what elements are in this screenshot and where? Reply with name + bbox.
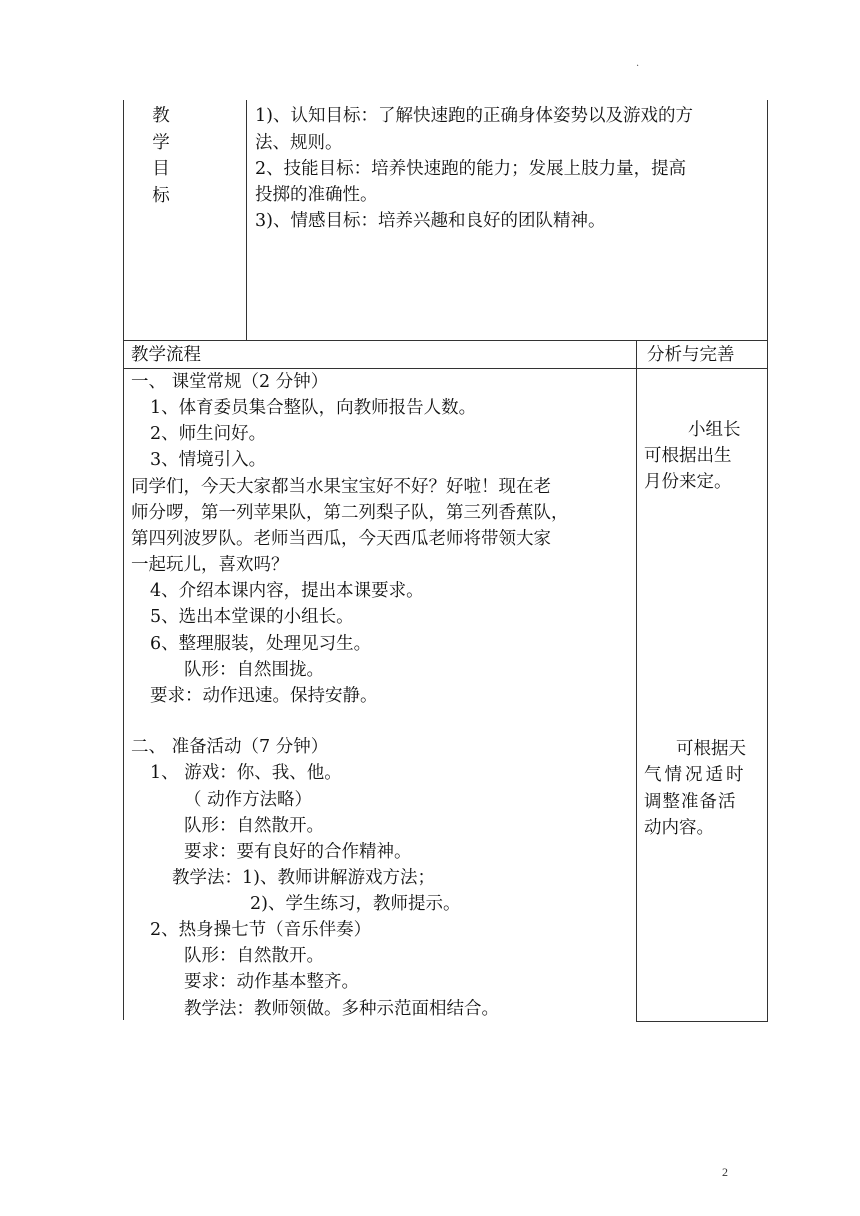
flow-line: 队形：自然围拢。	[184, 660, 324, 680]
objective-line: 3)、情感目标：培养兴趣和良好的团队精神。	[255, 211, 606, 231]
note-line: 可根据出生	[644, 446, 732, 466]
flow-line: 要求：要有良好的合作精神。	[184, 842, 412, 862]
flow-line: 5、选出本堂课的小组长。	[150, 607, 354, 627]
flow-line: （ 动作方法略）	[184, 790, 313, 810]
notes-right-border	[767, 340, 768, 1022]
flow-line: 同学们，今天大家都当水果宝宝好不好？好啦！现在老	[131, 477, 551, 497]
note-line: 月份来定。	[644, 472, 732, 492]
flow-line: 2)、学生练习，教师提示。	[250, 894, 461, 914]
flow-line: 3、情境引入。	[150, 450, 267, 470]
notes-bottom-border	[636, 1021, 768, 1022]
objective-line: 1)、认知目标：了解快速跑的正确身体姿势以及游戏的方	[255, 106, 693, 126]
flow-line: 队形：自然散开。	[184, 946, 324, 966]
flow-line: 2、热身操七节（音乐伴奏）	[150, 920, 372, 940]
flow-line: 第四列波罗队。老师当西瓜，今天西瓜老师将带领大家	[131, 529, 551, 549]
flow-line: 教学法：教师领做。多种示范面相结合。	[184, 999, 499, 1019]
flow-line: 1、体育委员集合整队，向教师报告人数。	[150, 398, 477, 418]
flow-line: 6、整理服装，处理见习生。	[150, 634, 372, 654]
flow-line: 4、介绍本课内容，提出本课要求。	[150, 581, 424, 601]
flow-line: 一起玩儿，喜欢吗？	[131, 555, 289, 575]
objectives-label	[150, 103, 172, 209]
flow-line: 要求：动作基本整齐。	[184, 972, 359, 992]
note-line: 小组长	[688, 420, 741, 440]
objectives-right-border	[767, 100, 768, 340]
flow-line: 1、 游戏：你、我、他。	[150, 763, 342, 783]
note-line: 调整准备活	[644, 792, 737, 812]
note-line: 气情况适时	[644, 765, 747, 785]
flow-line: 教学法：1)、教师讲解游戏方法；	[172, 868, 435, 888]
objectives-label-char: 教	[152, 106, 170, 126]
flow-header-right: 分析与完善	[647, 345, 735, 365]
objectives-label-char: 学	[152, 132, 170, 153]
objectives-label-char: 标	[152, 185, 170, 206]
flow-line: 队形：自然散开。	[184, 816, 324, 836]
note-line: 动内容。	[644, 818, 714, 838]
notes-divider	[636, 340, 637, 1022]
section-heading: 二、 准备活动（7 分钟）	[131, 737, 329, 757]
objective-line: 2、技能目标：培养快速跑的能力；发展上肢力量，提高	[255, 159, 687, 179]
objective-line: 法、规则。	[255, 133, 343, 153]
header-mark: .	[636, 58, 640, 69]
flow-line: 要求：动作迅速。保持安静。	[150, 686, 378, 706]
note-line: 可根据天	[676, 739, 746, 759]
objectives-label-char: 目	[152, 159, 170, 179]
objectives-divider	[246, 100, 247, 340]
page-number: 2	[722, 1165, 728, 1179]
table-left-border	[123, 100, 124, 1020]
section-heading: 一、 课堂常规（2 分钟）	[131, 372, 329, 392]
flow-line: 师分啰，第一列苹果队，第二列梨子队，第三列香蕉队，	[131, 503, 569, 523]
row-divider-1	[123, 340, 768, 341]
flow-header-left: 教学流程	[131, 345, 201, 365]
objective-line: 投掷的准确性。	[255, 185, 378, 205]
flow-line: 2、师生问好。	[150, 424, 267, 444]
